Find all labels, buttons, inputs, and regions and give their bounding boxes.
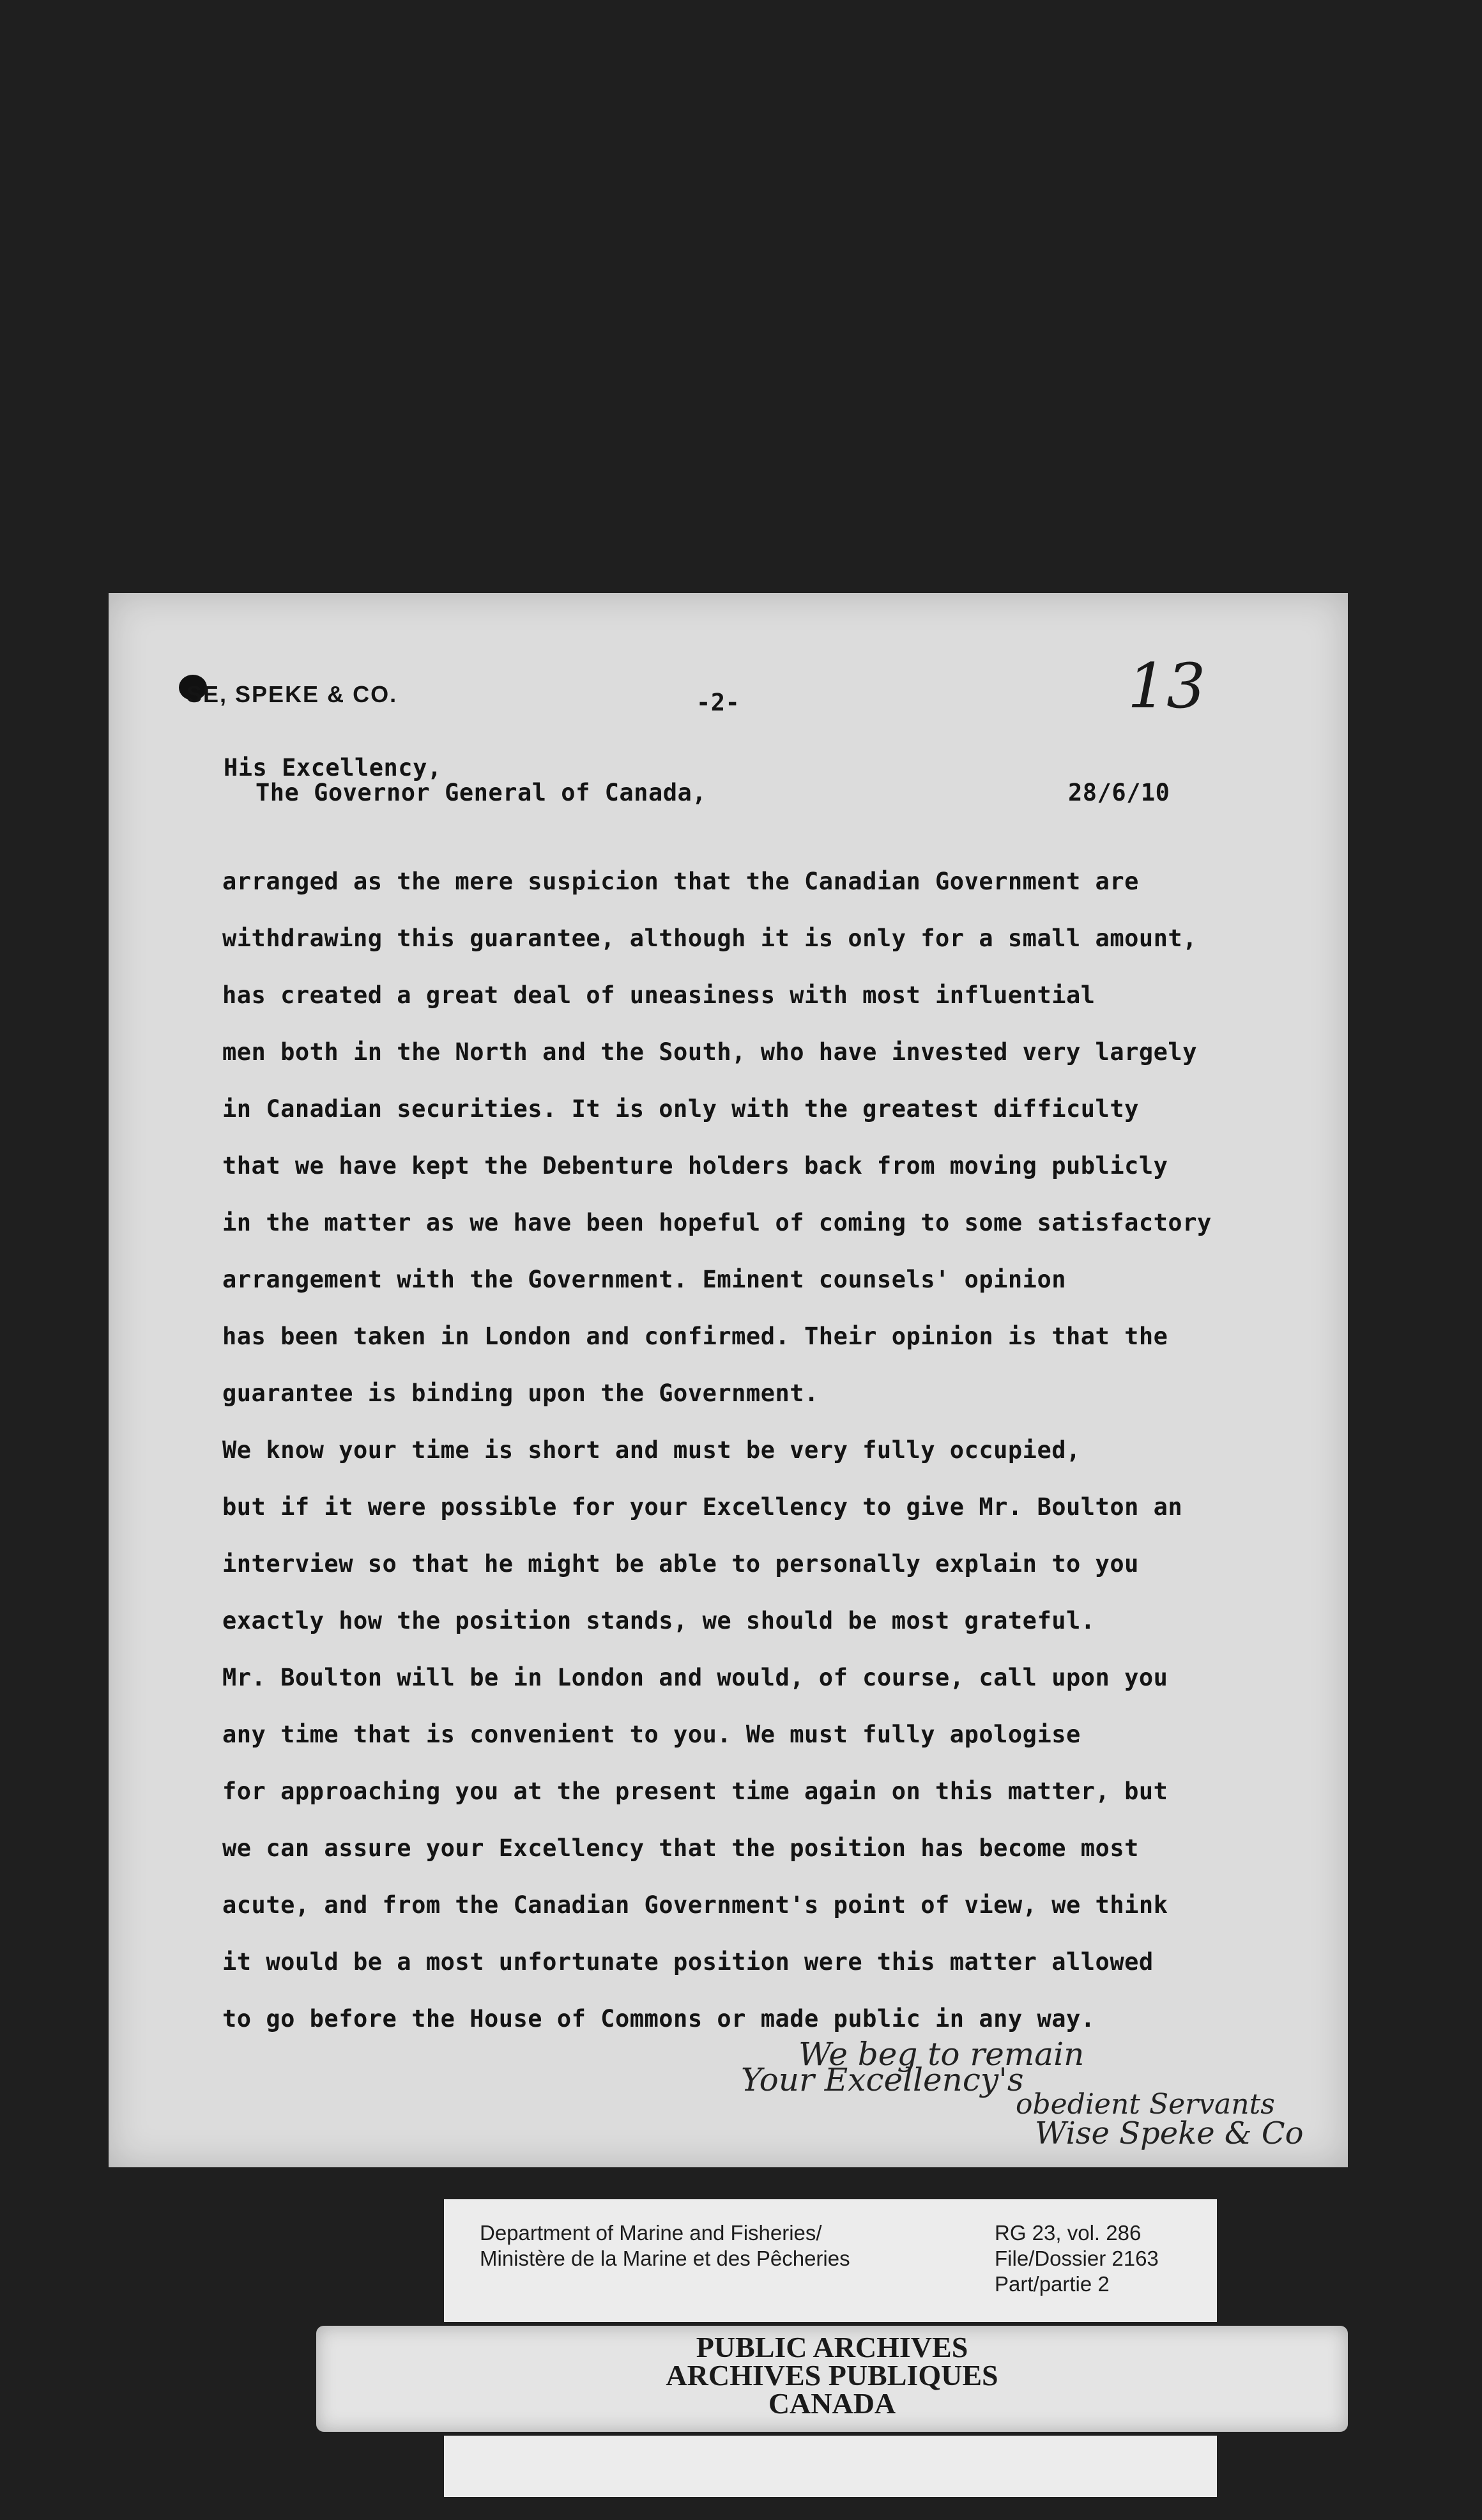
body-line: any time that is convenient to you. We must fully apologise [222, 1721, 1081, 1748]
body-line: we can assure your Excellency that the position has become most [222, 1834, 1139, 1862]
reference-line-1: RG 23, vol. 286 [995, 2221, 1142, 2245]
recipient-line-2: The Governor General of Canada, [256, 779, 707, 806]
body-line: guarantee is binding upon the Government. [222, 1379, 819, 1407]
body-line: that we have kept the Debenture holders back from moving publicly [222, 1152, 1168, 1179]
archive-stamp [316, 2326, 1348, 2432]
reference-line-2: File/Dossier 2163 [995, 2247, 1159, 2270]
archive-reference-label [444, 2199, 1217, 2322]
body-line: exactly how the position stands, we should be most grateful. [222, 1607, 1096, 1634]
body-line: men both in the North and the South, who have invested very largely [222, 1038, 1197, 1066]
body-line: for approaching you at the present time again on this matter, but [222, 1778, 1168, 1805]
stamp-line-3: CANADA [768, 2387, 896, 2420]
letter-date: 28/6/10 [1068, 779, 1170, 806]
body-line: withdrawing this guarantee, although it is only for a small amount, [222, 925, 1197, 952]
body-line: We know your time is short and must be very fully occupied, [222, 1436, 1081, 1464]
body-line: it would be a most unfortunate position were this matter allowed [222, 1948, 1154, 1976]
firm-letterhead: SE, SPEKE & CO. [187, 681, 398, 707]
letter-page [109, 593, 1348, 2167]
reference-line-3: Part/partie 2 [995, 2272, 1110, 2296]
letter-body [222, 868, 1334, 2032]
page-number: -2- [696, 689, 740, 716]
handwritten-signature [741, 2036, 1341, 2163]
department-line-1: Department of Marine and Fisheries/ [480, 2221, 822, 2245]
body-line: in Canadian securities. It is only with the greatest difficulty [222, 1095, 1139, 1123]
body-line: arrangement with the Government. Eminent counsels' opinion [222, 1266, 1067, 1293]
body-line: interview so that he might be able to personally explain to you [222, 1550, 1139, 1578]
folio-number: 13 [1127, 650, 1206, 722]
body-line: has been taken in London and confirmed. Their opinion is that the [222, 1323, 1168, 1350]
blank-label-strip [444, 2436, 1217, 2497]
signature-line: We beg to remain [798, 2036, 1085, 2073]
body-line: arranged as the mere suspicion that the Canadian Government are [222, 868, 1139, 895]
body-line: acute, and from the Canadian Government's point of view, we think [222, 1891, 1168, 1919]
stamp-line-2: ARCHIVES PUBLIQUES [666, 2359, 998, 2392]
signature-line: Your Excellency's [741, 2061, 1024, 2098]
signature-line: Wise Speke & Co [1035, 2116, 1304, 2151]
stamp-line-1: PUBLIC ARCHIVES [696, 2331, 968, 2363]
department-line-2: Ministère de la Marine et des Pêcheries [480, 2247, 850, 2270]
body-line: but if it were possible for your Excellency to give Mr. Boulton an [222, 1493, 1183, 1521]
body-line: in the matter as we have been hopeful of coming to some satisfactory [222, 1209, 1212, 1236]
recipient-line-1: His Excellency, [224, 754, 442, 781]
body-line: has created a great deal of uneasiness with most influential [222, 981, 1096, 1009]
body-line: Mr. Boulton will be in London and would, of course, call upon you [222, 1664, 1168, 1691]
signature-line: obedient Servants [1016, 2088, 1275, 2121]
body-line: to go before the House of Commons or made public in any way. [222, 2005, 1096, 2032]
